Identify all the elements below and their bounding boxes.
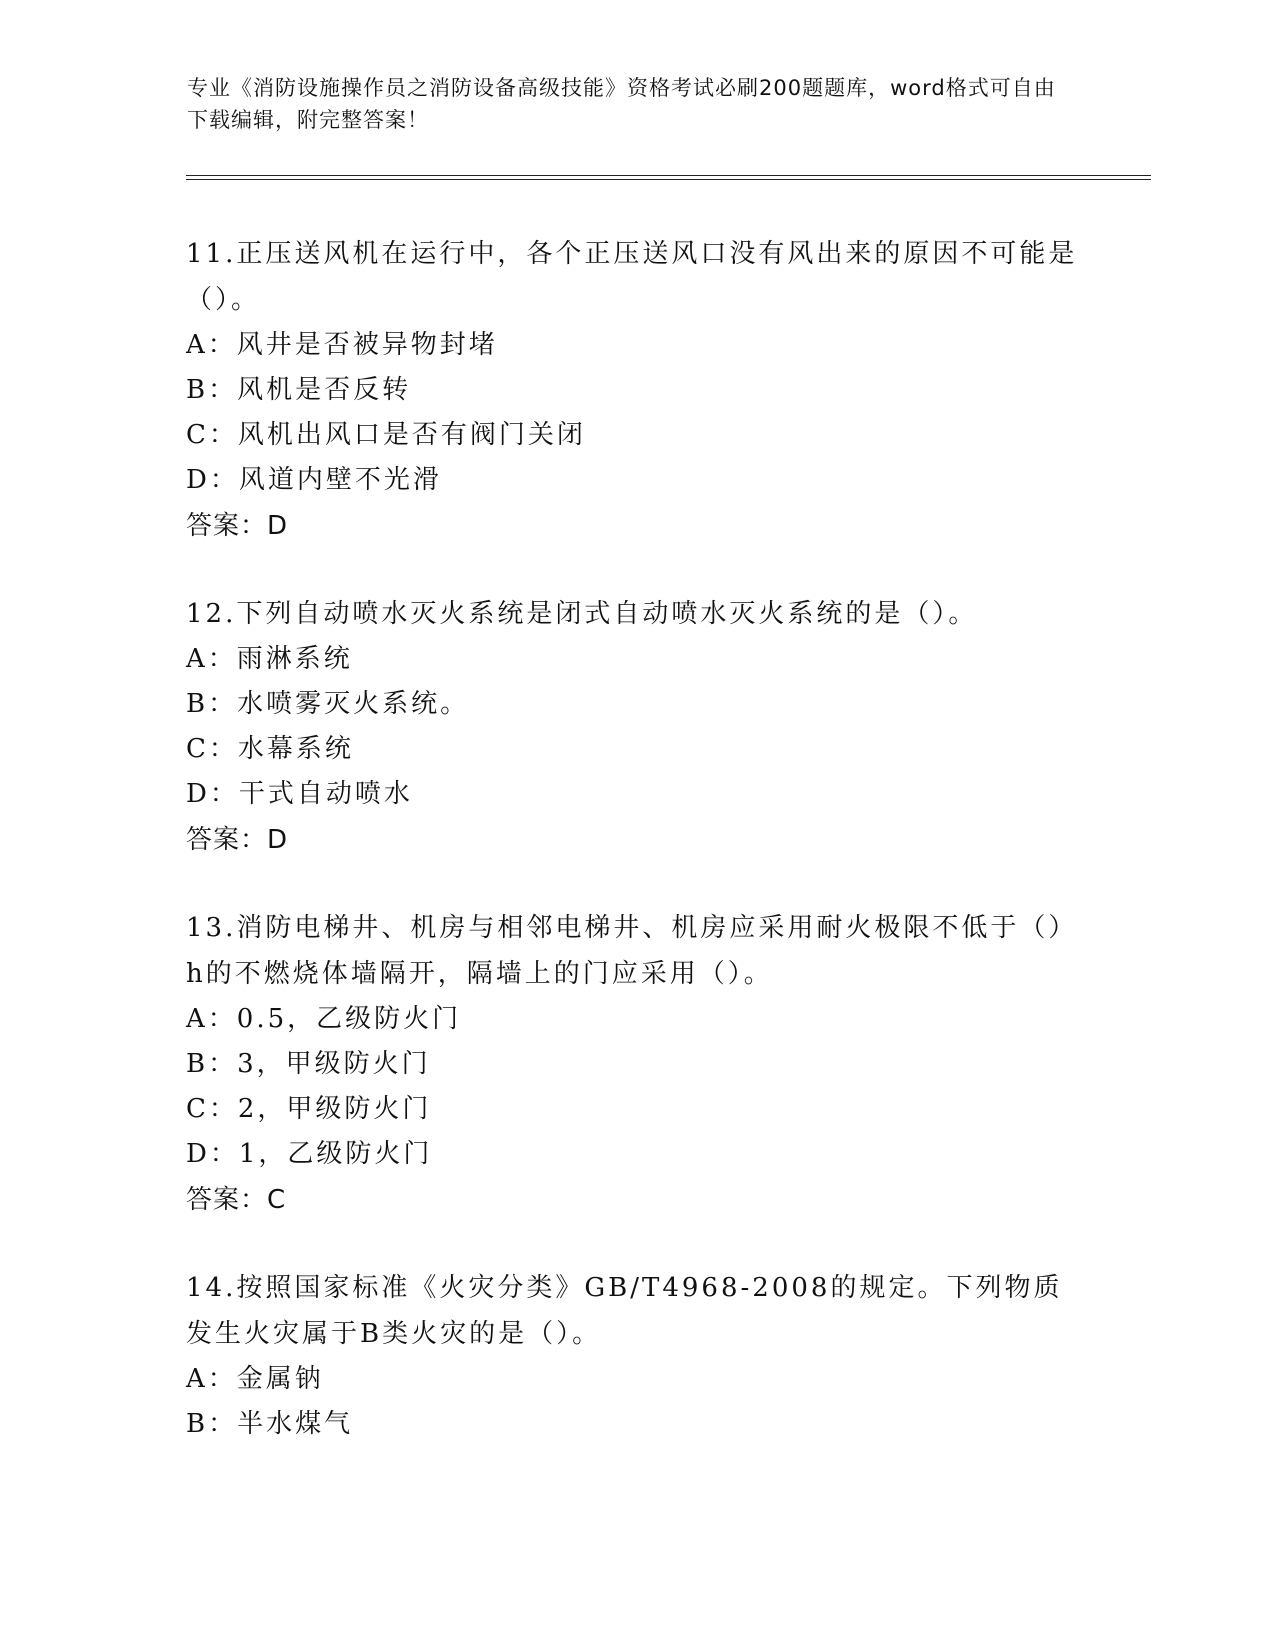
option-d: D：1，乙级防火门 — [186, 1139, 433, 1169]
question-12 — [186, 591, 1086, 863]
option-a: A：金属钠 — [186, 1364, 324, 1394]
header-text: 专业《消防设施操作员之消防设备高级技能》资格考试必刷200题题库，word格式可自由下载编辑，附完整答案！ — [187, 76, 1056, 132]
option-c: C：2，甲级防火门 — [186, 1094, 432, 1124]
answer-text: 答案：C — [186, 1185, 287, 1215]
option-b: B：3，甲级防火门 — [186, 1049, 431, 1079]
option-a: A：风井是否被异物封堵 — [186, 330, 498, 360]
option-c: C：水幕系统 — [186, 734, 354, 764]
option-c: C：风机出风口是否有阀门关闭 — [186, 420, 586, 450]
document-header — [187, 72, 1067, 136]
header-divider-top — [186, 175, 1151, 176]
option-b: B：半水煤气 — [186, 1409, 354, 1439]
question-text: 13.消防电梯井、机房与相邻电梯井、机房应采用耐火极限不低于（）h的不燃烧体墙隔开，隔墙上的门应采用（）。 — [186, 913, 1078, 989]
question-text: 14.按照国家标准《火灾分类》GB/T4968-2008的规定。下列物质发生火灾属于B类火灾的是（）。 — [186, 1273, 1063, 1349]
option-b: B：水喷雾灭火系统。 — [186, 689, 470, 719]
option-a: A：雨淋系统 — [186, 644, 353, 674]
answer-text: 答案：D — [186, 511, 289, 541]
question-text: 12.下列自动喷水灭火系统是闭式自动喷水灭火系统的是（）。 — [186, 599, 978, 629]
option-d: D：风道内壁不光滑 — [186, 465, 442, 495]
question-11 — [186, 231, 1086, 549]
option-d: D：干式自动喷水 — [186, 779, 413, 809]
question-13 — [186, 905, 1086, 1223]
question-14 — [186, 1265, 1086, 1447]
question-text: 11.正压送风机在运行中，各个正压送风口没有风出来的原因不可能是（）。 — [186, 239, 1078, 315]
answer-text: 答案：D — [186, 825, 289, 855]
option-b: B：风机是否反转 — [186, 375, 412, 405]
option-a: A：0.5，乙级防火门 — [186, 1004, 462, 1034]
question-list — [186, 231, 1086, 1489]
header-divider-bottom — [186, 179, 1151, 180]
